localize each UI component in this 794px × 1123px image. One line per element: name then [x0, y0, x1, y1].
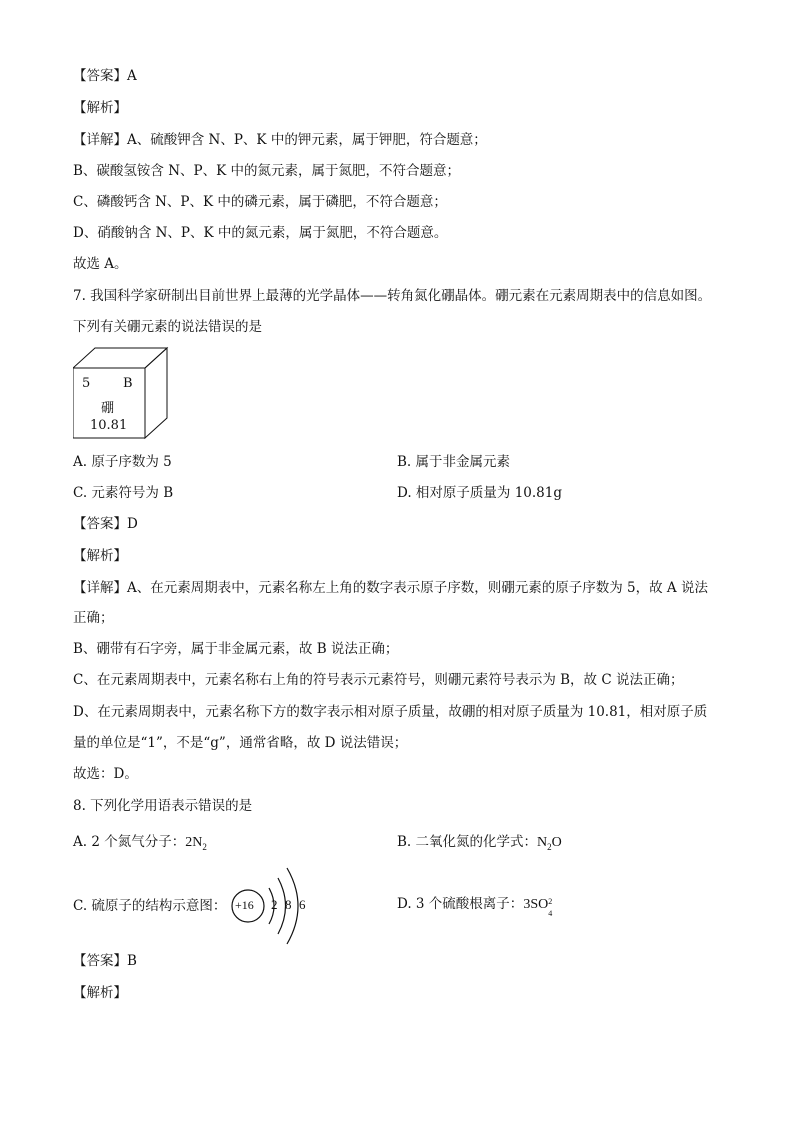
q8-option-d	[397, 894, 556, 918]
shell-electrons-3: 6	[299, 897, 306, 912]
element-cube-figure	[73, 346, 169, 442]
detail-6-line-2: B、碳酸氢铵含 N、P、K 中的氮元素，属于氮肥，不符合题意；	[73, 163, 460, 179]
answer-value: A	[127, 68, 137, 84]
answer-line-6	[73, 66, 137, 86]
q8-option-b-formula-n: N	[537, 835, 548, 850]
answer-line-7	[73, 514, 138, 534]
element-atomic-number: 5	[82, 376, 91, 391]
q8-option-a-formula: 2N	[185, 835, 203, 850]
element-atomic-mass: 10.81	[90, 418, 128, 433]
q7-option-c: C. 元素符号为 B	[73, 485, 174, 501]
detail-7-line-6: 量的单位是“1”，不是“g”，通常省略，故 D 说法错误；	[73, 735, 408, 751]
q8-option-d-text: D. 3 个硫酸根离子：	[397, 896, 524, 912]
analysis-label-8: 【解析】	[73, 985, 127, 1001]
shell-electrons-1: 2	[271, 897, 278, 912]
analysis-label-7: 【解析】	[73, 548, 127, 564]
detail-6-line-3: C、磷酸钙含 N、P、K 中的磷元素，属于磷肥，不符合题意；	[73, 194, 447, 210]
answer-value: B	[127, 953, 137, 969]
q8-option-a-subscript: 2	[202, 842, 207, 852]
detail-7-line-4: C、在元素周期表中，元素名称右上角的符号表示元素符号，则硼元素符号表示为 B，故 C 说法正确；	[73, 672, 684, 688]
q8-option-d-formula: 3SO	[523, 897, 549, 912]
answer-line-8	[73, 951, 137, 971]
detail-7-line-5: D、在元素周期表中，元素名称下方的数字表示相对原子质量，故硼的相对原子质量为 10.81，相对原子质	[73, 704, 708, 720]
q8-option-a	[73, 832, 207, 853]
q7-stem-line-2: 下列有关硼元素的说法错误的是	[73, 319, 262, 335]
shell-electrons-2: 8	[285, 897, 292, 912]
detail-6-line-5: 故选 A。	[73, 256, 128, 272]
q8-option-c-text: C. 硫原子的结构示意图：	[73, 898, 227, 914]
answer-label: 【答案】	[73, 953, 127, 969]
q8-option-b-subscript: 2	[547, 842, 552, 852]
q8-option-b-formula-o: O	[551, 835, 562, 850]
q8-option-d-superscript: 2	[548, 896, 553, 906]
element-symbol: B	[123, 376, 133, 391]
q7-option-b: B. 属于非金属元素	[397, 454, 511, 470]
q8-option-b-text: B. 二氧化氮的化学式：	[397, 834, 538, 850]
q8-option-d-charge-index	[548, 896, 556, 918]
sulfur-atom-diagram	[229, 864, 319, 946]
q8-option-b	[397, 832, 562, 853]
detail-7-line-2: 正确；	[73, 610, 114, 626]
q7-stem-line-1: 7. 我国科学家研制出目前世界上最薄的光学晶体——转角氮化硼晶体。硼元素在元素周期表中的信息如图。	[73, 288, 712, 304]
answer-label: 【答案】	[73, 516, 127, 532]
q8-option-d-subscript: 4	[548, 908, 553, 918]
detail-7-line-7: 故选：D。	[73, 766, 138, 782]
detail-6-line-1: 【详解】A、硫酸钾含 N、P、K 中的钾元素，属于钾肥，符合题意；	[73, 132, 487, 148]
detail-7-line-3: B、硼带有石字旁，属于非金属元素，故 B 说法正确；	[73, 641, 399, 657]
detail-6-line-4: D、硝酸钠含 N、P、K 中的氮元素，属于氮肥，不符合题意。	[73, 225, 448, 241]
q8-option-a-text: A. 2 个氮气分子：	[73, 834, 186, 850]
q7-option-d: D. 相对原子质量为 10.81g	[397, 485, 563, 501]
analysis-label-6: 【解析】	[73, 100, 127, 116]
answer-label: 【答案】	[73, 68, 127, 84]
q7-option-a: A. 原子序数为 5	[73, 454, 172, 470]
detail-7-line-1: 【详解】A、在元素周期表中，元素名称左上角的数字表示原子序数，则硼元素的原子序数为 5，故 A 说法	[73, 580, 708, 596]
answer-value: D	[127, 516, 138, 532]
q8-stem: 8. 下列化学用语表示错误的是	[73, 798, 253, 814]
element-name: 硼	[101, 401, 115, 416]
nucleus-charge: +16	[235, 898, 254, 912]
